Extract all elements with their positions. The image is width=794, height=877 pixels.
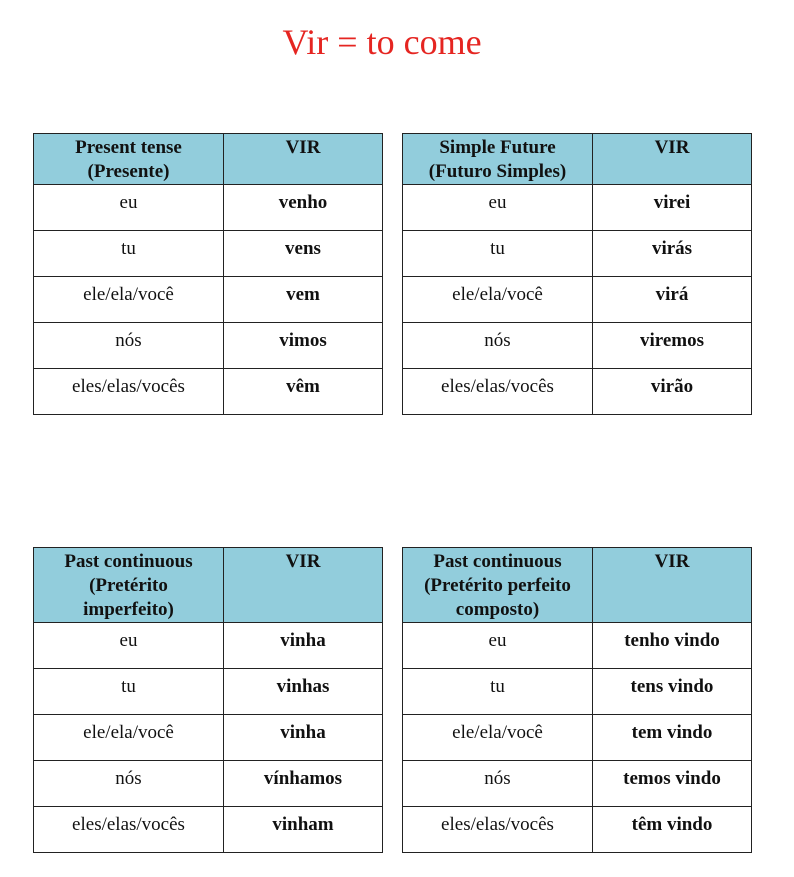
pronoun-cell: tu: [34, 231, 224, 277]
pronoun-cell: ele/ela/você: [34, 277, 224, 323]
pronoun-cell: tu: [34, 669, 224, 715]
pronoun-cell: eles/elas/vocês: [34, 807, 224, 853]
pronoun-cell: ele/ela/você: [403, 277, 593, 323]
table-row: [403, 369, 752, 415]
present-tense-table: [33, 133, 383, 415]
tense-header-line: Past continuous: [64, 551, 193, 572]
tense-header: [34, 548, 224, 623]
pronoun-cell: tu: [403, 669, 593, 715]
table-row: [34, 623, 383, 669]
pronoun-cell: nós: [403, 323, 593, 369]
table-row: [34, 369, 383, 415]
verb-form-cell: vens: [224, 231, 383, 277]
verb-form-cell: venho: [224, 185, 383, 231]
verb-form-cell: vinha: [224, 623, 383, 669]
past-imperfect-table: [33, 547, 383, 853]
simple-future-table: [402, 133, 752, 415]
tense-header-line: (Pretérito perfeito: [424, 575, 571, 596]
verb-form-cell: viremos: [593, 323, 752, 369]
verb-form-cell: virão: [593, 369, 752, 415]
table-row: [34, 669, 383, 715]
verb-header: VIR: [224, 548, 383, 623]
table-row: [403, 231, 752, 277]
table-row: [34, 807, 383, 853]
table-row: [403, 715, 752, 761]
verb-header: VIR: [593, 134, 752, 185]
pronoun-cell: eu: [403, 623, 593, 669]
verb-form-cell: têm vindo: [593, 807, 752, 853]
pronoun-cell: eles/elas/vocês: [403, 807, 593, 853]
tense-header: [34, 134, 224, 185]
table-row: [403, 323, 752, 369]
table-row: [34, 277, 383, 323]
tense-header-line: Past continuous: [433, 551, 562, 572]
pronoun-cell: tu: [403, 231, 593, 277]
tense-header-line: Simple Future: [439, 137, 556, 158]
verb-form-cell: virá: [593, 277, 752, 323]
tense-header-line: composto): [455, 599, 540, 620]
verb-form-cell: vínhamos: [224, 761, 383, 807]
table-row: [34, 761, 383, 807]
verb-form-cell: tem vindo: [593, 715, 752, 761]
verb-form-cell: tenho vindo: [593, 623, 752, 669]
verb-form-cell: vêm: [224, 369, 383, 415]
verb-form-cell: vinha: [224, 715, 383, 761]
pronoun-cell: nós: [34, 761, 224, 807]
table-row: [403, 807, 752, 853]
table-row: [403, 761, 752, 807]
present-perfect-compound-table: [402, 547, 752, 853]
verb-form-cell: virás: [593, 231, 752, 277]
tense-header: [403, 134, 593, 185]
table-row: [34, 323, 383, 369]
tense-header: [403, 548, 593, 623]
verb-form-cell: temos vindo: [593, 761, 752, 807]
page-title: Vir = to come: [282, 22, 482, 62]
table-row: [403, 277, 752, 323]
pronoun-cell: eles/elas/vocês: [403, 369, 593, 415]
table-header-row: [403, 134, 752, 185]
verb-header: VIR: [224, 134, 383, 185]
pronoun-cell: ele/ela/você: [34, 715, 224, 761]
pronoun-cell: eu: [34, 185, 224, 231]
pronoun-cell: ele/ela/você: [403, 715, 593, 761]
tense-header-line: (Presente): [87, 161, 170, 182]
verb-header: VIR: [593, 548, 752, 623]
verb-form-cell: tens vindo: [593, 669, 752, 715]
pronoun-cell: eu: [34, 623, 224, 669]
table-header-row: [34, 134, 383, 185]
pronoun-cell: eu: [403, 185, 593, 231]
table-row: [34, 231, 383, 277]
table-row: [34, 185, 383, 231]
verb-form-cell: vinham: [224, 807, 383, 853]
pronoun-cell: eles/elas/vocês: [34, 369, 224, 415]
table-header-row: [403, 548, 752, 623]
table-header-row: [34, 548, 383, 623]
tense-header-line: Present tense: [75, 137, 182, 158]
table-row: [403, 623, 752, 669]
table-row: [34, 715, 383, 761]
verb-form-cell: vimos: [224, 323, 383, 369]
pronoun-cell: nós: [403, 761, 593, 807]
verb-form-cell: vem: [224, 277, 383, 323]
pronoun-cell: nós: [34, 323, 224, 369]
verb-form-cell: vinhas: [224, 669, 383, 715]
tense-header-line: (Futuro Simples): [428, 161, 567, 182]
tense-header-line: (Pretérito: [89, 575, 168, 596]
tense-header-line: imperfeito): [83, 599, 174, 620]
table-row: [403, 669, 752, 715]
table-row: [403, 185, 752, 231]
verb-form-cell: virei: [593, 185, 752, 231]
